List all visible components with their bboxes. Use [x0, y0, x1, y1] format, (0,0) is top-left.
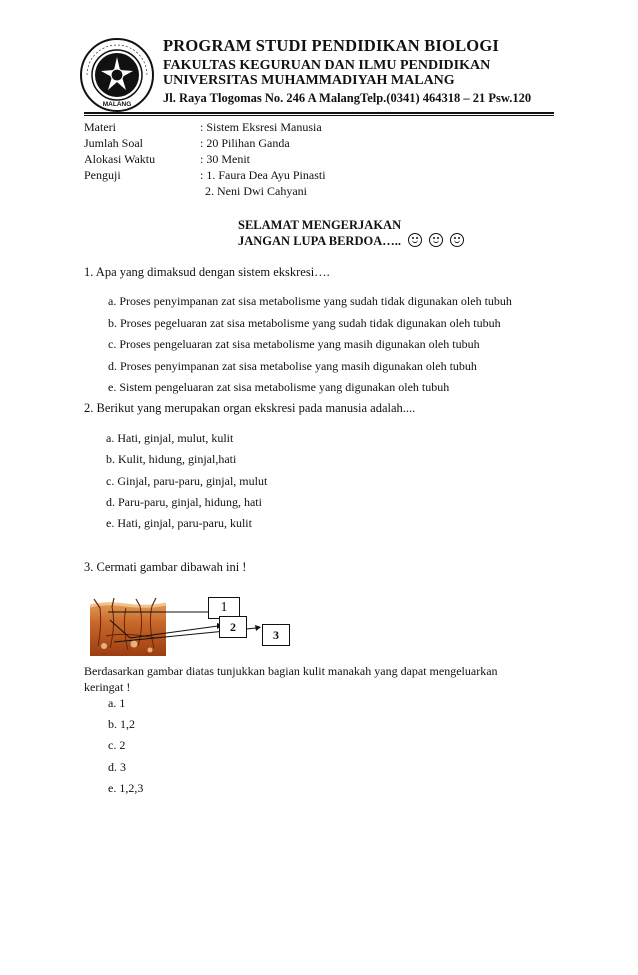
question-2: 2. Berikut yang merupakan organ ekskresi pada manusia adalah....: [84, 401, 416, 415]
q2-option-b[interactable]: b. Kulit, hidung, ginjal,hati: [106, 452, 237, 466]
header-divider-thin: [84, 115, 554, 116]
q3-option-a[interactable]: a. 1: [108, 696, 126, 710]
q2-option-a[interactable]: a. Hati, ginjal, mulut, kulit: [106, 431, 234, 445]
header-divider: [84, 112, 554, 114]
header-address: Jl. Raya Tlogomas No. 246 A MalangTelp.(0341) 464318 – 21 Psw.120: [163, 91, 532, 105]
header-program-title: PROGRAM STUDI PENDIDIKAN BIOLOGI: [163, 36, 499, 55]
q2-option-e[interactable]: e. Hati, ginjal, paru-paru, kulit: [106, 516, 252, 530]
figure-label-3: 3: [262, 624, 290, 646]
q2-option-c[interactable]: c. Ginjal, paru-paru, ginjal, mulut: [106, 474, 268, 488]
info-key: Penguji: [84, 168, 121, 182]
smiley-icon: [429, 233, 443, 247]
logo-bottom-text: MALANG: [102, 101, 132, 108]
question-3-prompt-line2: keringat !: [84, 680, 131, 694]
greeting-line2-wrap: [238, 233, 464, 249]
info-value: : 30 Menit: [200, 152, 250, 166]
greeting-line2: JANGAN LUPA BERDOA…..: [238, 234, 401, 248]
info-value: : 20 Pilihan Ganda: [200, 136, 290, 150]
info-key: Jumlah Soal: [84, 136, 143, 150]
smiley-icon: [450, 233, 464, 247]
question-3-prompt-line1: Berdasarkan gambar diatas tunjukkan bagian kulit manakah yang dapat mengeluarkan: [84, 664, 498, 678]
header-faculty: FAKULTAS KEGURUAN DAN ILMU PENDIDIKAN: [163, 58, 491, 73]
seal-icon: [79, 37, 155, 113]
info-value: 2. Neni Dwi Cahyani: [205, 184, 307, 198]
q1-option-c[interactable]: c. Proses pengeluaran zat sisa metabolisme yang masih digunakan oleh tubuh: [108, 337, 480, 351]
figure-label-2: 2: [219, 616, 247, 638]
q3-option-b[interactable]: b. 1,2: [108, 717, 135, 731]
q1-option-b[interactable]: b. Proses pegeluaran zat sisa metabolisme yang sudah tidak digunakan oleh tubuh: [108, 316, 501, 330]
q3-option-c[interactable]: c. 2: [108, 738, 126, 752]
question-1: 1. Apa yang dimaksud dengan sistem ekskresi….: [84, 265, 330, 279]
q3-option-e[interactable]: e. 1,2,3: [108, 781, 144, 795]
q3-option-d[interactable]: d. 3: [108, 760, 126, 774]
info-value: : 1. Faura Dea Ayu Pinasti: [200, 168, 326, 182]
q1-option-d[interactable]: d. Proses penyimpanan zat sisa metabolise yang masih digunakan oleh tubuh: [108, 359, 477, 373]
university-logo: [79, 37, 155, 113]
smiley-icon: [408, 233, 422, 247]
q1-option-e[interactable]: e. Sistem pengeluaran zat sisa metabolisme yang digunakan oleh tubuh: [108, 380, 450, 394]
header-university: UNIVERSITAS MUHAMMADIYAH MALANG: [163, 73, 455, 88]
question-3: 3. Cermati gambar dibawah ini !: [84, 560, 247, 574]
q1-option-a[interactable]: a. Proses penyimpanan zat sisa metabolisme yang sudah tidak digunakan oleh tubuh: [108, 294, 512, 308]
info-value: : Sistem Eksresi Manusia: [200, 120, 322, 134]
exam-info: [84, 120, 554, 200]
info-key: Alokasi Waktu: [84, 152, 156, 166]
q2-option-d[interactable]: d. Paru-paru, ginjal, hidung, hati: [106, 495, 262, 509]
info-key: Materi: [84, 120, 116, 134]
figure-label-1: 1: [208, 597, 240, 619]
greeting-line1: SELAMAT MENGERJAKAN: [238, 218, 402, 232]
